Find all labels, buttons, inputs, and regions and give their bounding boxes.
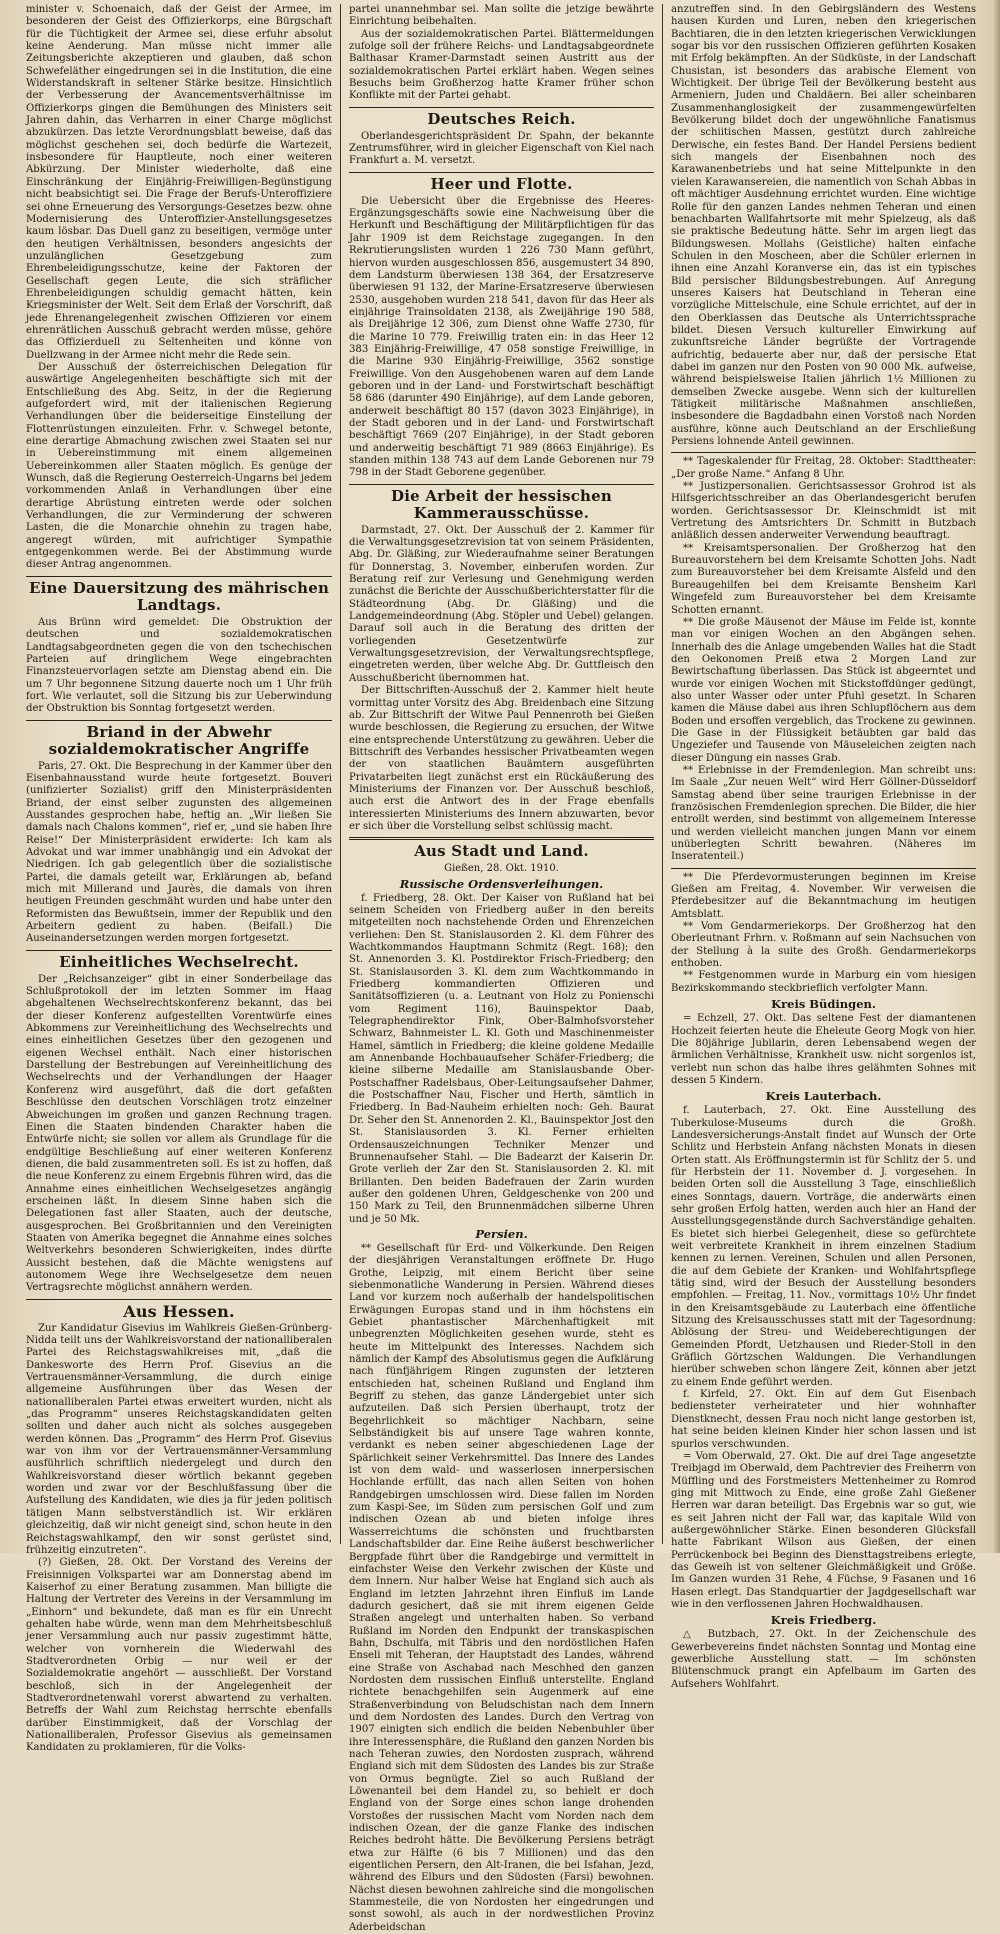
column-1 xyxy=(18,4,340,1754)
article-paragraph: Aus der sozialdemokratischen Partei. Blättermeldungen zufolge soll der frühere Reichs- und Landtagsabgeordnete Balthasar Kramer-Darmstadt seinen Austritt aus der sozialdemokratischen Partei erklärt haben. Wegen seines Besuchs beim Großherzog hatte Kramer früher schon Konflikte mit der Partei gehabt. xyxy=(349,28,654,102)
section-heading: Heer und Flotte. xyxy=(430,174,573,193)
page-edge xyxy=(994,0,1000,1553)
article-paragraph: Aus Brünn wird gemeldet: Die Obstruktion der deutschen und sozialdemokratischen Landtagsabgeordneten gegen die von den tschechischen Parteien auf dringlichem Wege eingebrachten Finanzsteuervorlagen setzte am Dienstag abend ein. Die um 7 Uhr begonnene Sitzung dauerte noch um 1 Uhr früh fort. Wie verlautet, soll die Sitzung bis zur Ueberwindung der Obstruktion bis Sonntag fortgesetzt werden. xyxy=(26,616,332,715)
column-rule xyxy=(26,950,332,951)
article-paragraph: Der Ausschuß der österreichischen Delegation für auswärtige Angelegenheiten beschäftigte sich mit der Entschließung des Abg. Seitz, in der die Regierung aufgefordert wird, mit der italienischen Regierung Verhandlungen über die beiderseitige Einstellung der Flottenrüstungen einzuleiten. Frhr. v. Schwegel betonte, eine derartige Abmachung zwischen zwei Staaten sei nur in Uebereinstimmung mit einem allgemeinen Uebereinkommen aller Staaten möglich. Es genüge der Wunsch, daß die Regierung Oesterreich-Ungarns bei jedem vorkommenden Anlaß in Verhandlungen über eine derartige Abrüstung eintreten werde oder solchen Verhandlungen, die zur Verminderung der schweren Lasten, die die Monarchie ohnehin zu tragen habe, angeregt würden, mit aufrichtiger Sympathie entgegenkommen werde. Bei der Abstimmung wurde dieser Antrag angenommen. xyxy=(26,361,332,571)
sub-heading: Russische Ordensverleihungen. xyxy=(399,876,604,891)
column-rule xyxy=(26,576,332,577)
article-paragraph: anzutreffen sind. In den Gebirgsländern des Westens hausen Kurden und Luren, neben den kriegerischen Bachtiaren, die in den letzten kriegerischen Verwicklungen sogar bis vor den russischen Offizieren geführten Kosaken mit Erfolg bekämpften. An der Südküste, in der Landschaft Chusistan, ist besonders das arabische Element von Wichtigkeit. Der übrige Teil der Bevölkerung besteht aus Armeniern, Juden und Chaldäern. Bei aller scheinbaren Zusammenhanglosigkeit der zusammengewürfelten Bevölkerung bildet doch der ungewöhnliche Fanatismus der schiitischen Massen, gestützt durch zahlreiche Derwische, ein festes Band. Der Handel Persiens bedient sich mangels der Eisenbahnen noch des Karawanenbetriebs und hat seine Mittelpunkte in den vielen Karawansereien, die namentlich von Schah Abbas in oft mächtiger Ausdehnung errichtet wurden. Eine wichtige Rolle für den ganzen Landes nehmen Teheran und einen benachbarten Wallfahrtsorte mit mehr Spielzeug, als daß sie praktische Bedeutung hätte. Sehr im argen liegt das Bildungswesen. Mollahs (Geistliche) halten einfache Schulen in den Moscheen, aber die Schüler erlernen in ihnen eine Anzahl Koranverse ein, das ist ein typisches Bild persischer Bildungsbestrebungen. Auf Anregung unseres Kaisers hat Deutschland in Teheran eine vorzügliche Mittelschule, eine Schule errichtet, auf der in den Oberklassen das Deutsche als Unterrichtssprache bildet. Diesen Versuch kultureller Einwirkung auf zukunftsreiche Länder begrüßte der Vortragende aufrichtig, bedauerte aber nur, daß der persische Etat dabei im ganzen nur den Posten von 90 000 Mk. aufweise, während beispielsweise Italien jährlich 1½ Millionen zu demselben Zwecke ausgebe. Wenn sich der kulturellen Tätigkeit militärische Maßnahmen anschließen, insbesondere die Bagdadbahn einen Vorstoß nach Norden ausführe, könne auch Deutschland an der Erschließung Persiens lohnende Anteil gewinnen. xyxy=(671,4,976,448)
section-heading: Die Arbeit der hessischen Kammerausschüsse. xyxy=(390,486,613,522)
article-paragraph: = Echzell, 27. Okt. Das seltene Fest der diamantenen Hochzeit feierten heute die Eheleute Georg Mogk von hier. Die 80jährige Jubilarin, deren Lebensabend wegen der ärmlichen Verhältnisse, Krankheit usw. nicht sorgenlos ist, verlebt nun schon das halbe ihres gelähmten Sohnes mit dessen 5 Kindern. xyxy=(671,1013,976,1086)
district-heading: Kreis Büdingen. xyxy=(771,997,876,1012)
article-paragraph: = Vom Oberwald, 27. Okt. Die auf drei Tage angesetzte Treibjagd im Oberwald, dem Pachtrevier des Freiherrn von Müffling und des Forstmeisters Mettenheimer zu Romrod ging mit Mittwoch zu Ende, eine große Zahl Gießener Herren war daran beteiligt. Das Ergebnis war so gut, wie es seit Jahren nicht der Fall war, das kapitale Wild von außergewöhnlicher Stärke. Einen besonderen Glücksfall hatte Fabrikant Wilson aus Gießen, der einen Perrückenbock bei Beginn des Diensttagstreibens erlegte, das Geweih ist von seltener Gleichmäßigkeit und Größe. Im Ganzen wurden 31 Rehe, 4 Füchse, 9 Fasanen und 16 Hasen erlegt. Das Standquartier der Jagdgesellschaft war wie in den verflossenen Jahren Hochwaldhausen. xyxy=(671,1450,976,1610)
article-paragraph: ** Kreisamtspersonalien. Der Großherzog hat den Bureauvorstehern bei dem Kreisamte Schotten Johs. Nadt zum Bureauvorsteher bei dem Kreisamte Alsfeld und den Bureaugehilfen bei dem Kreisamte Bensheim Karl Wingefeld zum Bureauvorsteher bei dem Kreisamte Schotten ernannt. xyxy=(671,542,976,616)
column-rule xyxy=(349,484,654,485)
article-paragraph: Darmstadt, 27. Okt. Der Ausschuß der 2. Kammer für die Verwaltungsgesetzrevision tat von seinem Präsidenten, Abg. Dr. Gläßing, zur Wiederaufnahme seiner Beratungen für Donnerstag, 3. November, einberufen worden. Zur Beratung reif zur Verlesung und Genehmigung werden zunächst die Berichte der Ausschußberichterstatter für die Städteordnung (Abg. Dr. Gläßing) und die Landgemeindeordnung (Abg. Stöpler und Uebel) gelangen. Darauf soll auch in die Beratung des dritten der vorliegenden Gesetzentwürfe zur Verwaltungsgesetzrevision, der Verwaltungsrechtspflege, eingetreten werden, über welche Abg. Dr. Guttfleisch den Ausschußbericht übernommen hat. xyxy=(349,524,654,684)
article-paragraph: minister v. Schoenaich, daß der Geist der Armee, im besonderen der Geist des Offizierkorps, eine Bürgschaft für die Tüchtigkeit der Armee sei, diese erfuhr absolut keine Aenderung. Man müsse nicht immer alle Zeitungsberichte akzeptieren und glauben, daß schon Schwefeläther eingedrungen sei in die Institution, die eine Widerstandskraft in seltener Stärke besitze. Hinsichtlich der Verbesserung der Avancementsverhältnisse im Offizierkorps gingen die Bemühungen des Ministers seit Jahren dahin, das Verharren in einer Charge möglichst abzukürzen. Das letzte Verordnungsblatt beweise, daß das möglichst geschehen sei, doch bedürfe die Wartezeit, insbesondere für Hauptleute, noch einer weiteren Abkürzung. Der Minister wiederholte, daß eine Einschränkung der Einjährig-Freiwilligen-Begünstigung nicht beabsichtigt sei. Die Frage der Berufs-Unteroffiziere sei ohne Erneuerung des Versorgungs-Gesetzes bezw. ohne Modernisierung des Unteroffizier-Anstellungsgesetzes kaum lösbar. Das Duell ganz zu beseitigen, vermöge unter den heutigen Verhältnissen, besonders angesichts der unzulänglichen Gesetzgebung zum Ehrenbeleidigungsschutze, keine der Faktoren der Gesellschaft gegen Leute, die sich sträflicher Ehrenbeleidigungen schuldig gemacht hätten, kein Kriegsminister der Welt. Seit dem Erlaß der Vorschrift, daß jede Ehrenangelegenheit zwischen Offizieren vor einem ehrenrätlichen Ausschuß gebracht werden müsse, gehöre das Offizierduell zu Seltenheiten und könne von Duellzwang in der Armee nicht mehr die Rede sein. xyxy=(26,4,332,361)
column-rule xyxy=(26,1299,332,1300)
section-heading: Eine Dauersitzung des mährischen Landtags. xyxy=(28,578,330,614)
article-paragraph: f. Lauterbach, 27. Okt. Eine Ausstellung des Tuberkulose-Museums durch die Großh. Landesversicherungs-Anstalt findet auf Wunsch der Orte Schlitz und Herbstein Anfang nächsten Monats in diesen Orten statt. Als Eröffnungstermin ist für Schlitz der 5. und für Herbstein der 11. November d. J. vorgesehen. In beiden Orten soll die Ausstellung 3 Tage, einschließlich eines Sonntags, dauern. Vorträge, die anderwärts einen sehr großen Erfolg hatten, werden auch hier an Hand der Ausstellungsgegenstände durch Sachverständige gehalten. Es bietet sich hierbei Gelegenheit, diese so gefürchtete weit verbreitete Krankheit in ihrem einzelnen Stadium kennen zu lernen. Vereinen, Schulen und allen Personen, die auf dem Gebiete der Kranken- und Wohlfahrtspflege tätig sind, wird der Besuch der Ausstellung besonders empfohlen. — Freitag, 11. Nov., vormittags 10½ Uhr findet in den Kreisamtsgebäude zu Lauterbach eine öffentliche Sitzung des Kreisausschusses statt mit der Tagesordnung: Ablösung der Streu- und Weideberechtigungen der Gemeinden Pfordt, Uetzhausen und Rieder-Stoll in den Gräflich Görtzschen Waldungen. Die Verhandlungen hierüber schweben schon längere Zeit, können aber jetzt zu einem Ende geführt werden. xyxy=(671,1105,976,1388)
section-heading: Deutsches Reich. xyxy=(427,109,576,128)
article-paragraph: partei unannehmbar sei. Man sollte die jetzige bewährte Einrichtung beibehalten. xyxy=(349,4,654,28)
district-heading: Kreis Friedberg. xyxy=(770,1613,877,1628)
article-paragraph: (?) Gießen, 28. Okt. Der Vorstand des Vereins der Freisinnigen Volkspartei war am Donnerstag abend im Kaiserhof zu einer Beratung zusammen. Man billigte die Haltung der Vertreter des Vereins in der Versammlung im „Einhorn“ und bekundete, daß man es für ein Unrecht gehalten habe würde, wenn man dem Mehrheitsbeschluß jener Versammlung auch nur passiv zugestimmt hätte, welcher von vornherein die Wiederwahl des Stadtverordneten Orbig — nur weil er der Sozialdemokratie angehört — ausschließt. Der Vorstand beschloß, sich in der Angelegenheit der Stadtverordnetenwahl vorerst abwartend zu verhalten. Betreffs der Wahl zum Reichstag herrschte ebenfalls darüber Einstimmigkeit, daß der Vorschlag der Nationalliberalen, Professor Gisevius als gemeinsamen Kandidaten zu proklamieren, für die Volks- xyxy=(26,1557,332,1754)
article-paragraph: ** Die große Mäusenot der Mäuse im Felde ist, konnte man vor einigen Wochen an den Abgängen sehen. Innerhalb des die Anlage umgebenden Walles hat die Stadt den Oekonomen Preiß etwa 2 Morgen Land zur Bewirtschaftung überlassen. Das Stück ist abgeerntet und wurde vor einigen Wochen mit Stickstoffdünger gedüngt, also unter Wasser oder unter Pfuhl gesetzt. In Scharen kamen die Mäuse dabei aus ihren Schlupflöchern aus dem Boden und ersoffen vergeblich, das Trockene zu gewinnen. Die Gase in der Flüssigkeit betäubten gar bald das Ungeziefer und Tausende von Mäuseleichen zeigten nach dieser Düngung ein nasses Grab. xyxy=(671,616,976,764)
article-paragraph: f. Friedberg, 28. Okt. Der Kaiser von Rußland hat bei seinem Scheiden von Friedberg außer in den bereits mitgeteilten noch nachstehende Orden und Ehrenzeichen verliehen: Den St. Stanislausorden 2. Kl. dem Führer des Wachtkommandos Hauptmann Schmitz (Regt. 168); den St. Annenorden 3. Kl. Postdirektor Frisch-Friedberg; den St. Stanislausorden 3. Kl. dem zum Wachtkommando in Friedberg kommandierten Offizieren und Sanitätsoffizieren (u. a. Leutnant von Holz zu Ponienschi vom Regiment 116), Bauinspektor Daab, Telegraphendirektor Fink, Ober-Balmhofsvorsteher Schwarz, Bahnmeister L. Kl. Goth und Maschinenmeister Hamel, sämtlich in Friedberg; die kleine goldene Medaille am Annenbande Hochbauaufseher Schäfer-Friedberg; die kleine silberne Medaille am Stanislausbande Ober-Postschaffner Radelsbaus, Ober-Leitungsaufseher Dahmer, die Postschaffner Nau, Fischer und Herth, sämtlich in Friedberg. In Bad-Nauheim erhielten noch: Geh. Baurat Dr. Seher den St. Annenorden 2. Kl., Bauinspektor Jost den St. Stanislausorden 3. Kl. Ferner erhielten Ordensauszeichnungen Techniker Menzer und Brunnenaufseher Stahl. — Die Badearzt der Kaiserin Dr. Grote verlieh der Zar den St. Stanislausorden 2. Kl. mit Brillanten. Den beiden Badefrauen der Zarin wurden außer den goldenen Uhren, Geldgeschenke von 200 und 150 Mark zu Teil, den Brunnenmädchen silberne Uhren und je 50 Mk. xyxy=(349,892,654,1225)
article-paragraph: △ Butzbach, 27. Okt. In der Zeichenschule des Gewerbevereins findet nächsten Sonntag und Montag eine gewerbliche Ausstellung statt. — Im schönsten Blütenschmuck prangt ein Apfelbaum im Garten des Aufsehers Wohlfahrt. xyxy=(671,1629,976,1690)
column-rule xyxy=(671,452,976,453)
article-paragraph: Der Bittschriften-Ausschuß der 2. Kammer hielt heute vormittag unter Vorsitz des Abg. Breidenbach eine Sitzung ab. Zur Bittschrift der Witwe Paul Pennenroth bei Gießen wurde beschlossen, die Regierung zu ersuchen, der Witwe eine entsprechende Unterstützung zu gewähren. Ueber die Bittschrift des Verbandes hessischer Privatbeamten wegen der von staatlichen Bauämtern ausgeführten Privatarbeiten liegt zunächst erst ein Rückäußerung des Ministeriums der Finanzen vor. Der Ausschuß beschloß, auch erst die Antwort des in der Frage ebenfalls interessierten Ministeriums des Innern abzuwarten, bevor er sich über die Vorstellung selbst schlüssig macht. xyxy=(349,685,654,832)
article-paragraph: Der „Reichsanzeiger“ gibt in einer Sonderbeilage das Schlußprotokoll der im letzten Sommer im Haag abgehaltenen Wechselrechtskonferenz bekannt, das bei der dieser Konferenz aufgestellten Vorentwürfe eines Abkommens zur Vereinheitlichung des Wechselrechts und eines einheitlichen Gesetzes über den gezogenen und eigenen Wechsel enthält. Nach einer historischen Darstellung der Bestrebungen auf Vereinheitlichung des Wechselrechts und der Verhandlungen der Haager Konferenz wird ausgeführt, daß die dort gefaßten Beschlüsse den deutschen Vorschlägen trotz einzelner Abweichungen im großen und ganzen Rechnung tragen. Einen die Staaten bindenden Charakter haben die Entwürfe nicht; sie sollen vor allem als Grundlage für die endgültige Beschließung auf einer weiteren Konferenz dienen, die bald zusammentreten soll. Es ist zu hoffen, daß die neue Konferenz zu einem Ergebnis führen wird, das die Annahme eines einheitlichen Wechselgesetzes angängig erscheinen läßt. In diesem Sinne haben sich die Delegationen fast aller Staaten, auch der deutsche, ausgesprochen. Bei Großbritannien und den Vereinigten Staaten von Amerika begegnet die Annahme eines solches Weltverkehrs besonderen Schwierigkeiten, indes dürfte Aussicht bestehen, daß die Mächte wenigstens auf autonomem Wege ihre Wechselgesetze dem neuen Vertragsrechte möglichst annähern werden. xyxy=(26,973,332,1294)
article-paragraph: f. Kirfeld, 27. Okt. Ein auf dem Gut Eisenbach bediensteter verheirateter und hier wohnhafter Dienstknecht, dessen Frau noch nicht lange gestorben ist, hat seine beiden kleinen Kinder hier schon lassen und ist spurlos verschwunden. xyxy=(671,1389,976,1450)
column-rule xyxy=(26,720,332,721)
section-heading: Einheitliches Wechselrecht. xyxy=(59,952,299,971)
column-2 xyxy=(340,4,662,1933)
column-rule xyxy=(671,868,976,869)
article-paragraph: Oberlandesgerichtspräsident Dr. Spahn, der bekannte Zentrumsführer, wird in gleicher Eigenschaft von Kiel nach Frankfurt a. M. versetzt. xyxy=(349,130,654,167)
article-paragraph: ** Justizpersonalien. Gerichtsassessor Grohrod ist als Hilfsgerichtsschreiber an das Oberlandesgericht berufen worden. Gerichtsassessor Dr. Kleinschmidt ist mit Vertretung des Amtsrichters Dr. Schmitt in Butzbach anläßlich dessen anderweiter Verwendung beauftragt. xyxy=(671,481,976,542)
section-heading: Aus Stadt und Land. xyxy=(414,842,589,861)
article-paragraph: ** Die Pferdevormusterungen beginnen im Kreise Gießen am Freitag, 4. November. Wir verweisen die Pferdebesitzer auf die Bekanntmachung im heutigen Amtsblatt. xyxy=(671,871,976,920)
district-heading: Kreis Lauterbach. xyxy=(765,1089,882,1104)
dateline: Gießen, 28. Okt. 1910. xyxy=(444,863,559,875)
column-3 xyxy=(662,4,984,1690)
article-paragraph: ** Gesellschaft für Erd- und Völkerkunde. Den Reigen der diesjährigen Veranstaltungen eröffnete Dr. Hugo Grothe, Leipzig, mit einem Bericht über seine siebenmonatliche Wanderung in Persien. Während dieses Land vor kurzem noch außerhalb der handelspolitischen Erwägungen Europas stand und in ihm höchstens ein Gebiet phantastischer Märchenhaftigkeit mit unbegrenzten Möglichkeiten gesehen wurde, steht es heute im Mittelpunkt des Interesses. Nachdem sich nämlich der Kampf des Absolutismus gegen die Aufklärung nach fünfjährigem Ringen zugunsten der letzteren entschieden hat, scheinen Rußland und England ihm Begriff zu stehen, das ganze Ländergebiet unter sich aufzuteilen. Daß sich Persien überhaupt, trotz der Begehrlichkeit so mächtiger Nachbarn, seine Selbständigkeit bis auf unsere Tage wahren konnte, verdankt es neben seiner abgeschiedenen Lage der Spärlichkeit seiner Verkehrsmittel. Das Innere des Landes ist von dem wald- und wasserlosen innerpersischen Hochlande erfüllt, das nach allen Seiten von hohen Randgebirgen umschlossen wird. Diese fallen im Norden zum Kaspi-See, im Süden zum persischen Golf und zum indischen Ozean ab und bieten infolge ihres Wasserreichtums die schönsten und fruchtbarsten Landschaftsbilder dar. Eine Reihe äußerst beschwerlicher Bergpfade führt über die Randgebirge und vermittelt in einfachster Weise den Verkehr zwischen der Küste und dem Innern. Nur halber Weise hat England sich auch als England im letzten Jahrzehnt ihren Einfluß im Lande dadurch gesichert, daß sie mit ihrem eigenen Gelde Straßen angelegt und unterhalten haben. So verband Rußland im Norden den Endpunkt der transkaspischen Bahn, Dschulfa, mit Täbris und den nordöstlichen Hafen Enseli mit Teheran, der Hauptstadt des Landes, während eine Straße von Aschabad nach Meschhed den ganzen Nordosten dem russischen Einfluß unterstellte. England richtete benachgehilfen sein Augenmerk auf eine Straßenverbindung von Beludschistan nach dem Innern und dem Nordosten des Landes. Durch den Vertrag von 1907 einigten sich endlich die beiden Nebenbuhler über ihre Interessensphäre, die Rußland den ganzen Norden bis nach Teheran zuwies, den Nordosten zusprach, während England sich mit dem Südosten des Landes bis zur Straße von Ormus begnügte. Ziel so auch Rußland der Löwenanteil bei dem Handel zu, so behielt er doch England von der Sorge eines schon lange drohenden Vorstoßes der russischen Macht vom Norden nach dem indischen Ozean, der die ganze Flanke des indischen Reiches bedroht hätte. Die Bevölkerung Persiens beträgt etwa zur Hälfte (6 bis 7 Millionen) und das den eigentlichen Persern, den Alt-Iranen, die bei Isfahan, Jezd, während des Elburs und den Südosten (Farsi) bewohnen. Nächst diesen bewohnen zahlreiche sind die mongolischen Stammesteile, die von Nordosten her eingedrungen und sonst sowohl, als auch in der nordwestlichen Provinz Aderbeidschan xyxy=(349,1242,654,1933)
article-paragraph: ** Festgenommen wurde in Marburg ein vom hiesigen Bezirkskommando steckbrieflich verfolgter Mann. xyxy=(671,970,976,994)
column-rule xyxy=(349,172,654,173)
column-rule xyxy=(349,837,654,840)
section-heading: Aus Hessen. xyxy=(123,1301,235,1321)
article-paragraph: ** Vom Gendarmeriekorps. Der Großherzog hat den Oberleutnant Frhrn. v. Roßmann auf sein Nachsuchen von der Stellung à la suite des Großh. Gendarmeriekorps enthoben. xyxy=(671,921,976,970)
section-heading: Briand in der Abwehr sozialdemokratischer Angriffe xyxy=(48,722,310,758)
sub-heading: Persien. xyxy=(475,1226,528,1241)
article-paragraph: Paris, 27. Okt. Die Besprechung in der Kammer über den Eisenbahnausstand wurde heute fortgesetzt. Bouveri (unifizierter Sozialist) griff den Ministerpräsidenten Briand, der einst selber zugunsten des allgemeinen Ausstandes gesprochen habe, heftig an. „Wir ließen Sie damals nach Chalons kommen“, rief er, „und sie haben Ihre Reise!“ Der Ministerpräsident erwiderte: Ich kam als Advokat und war immer unabhängig und ein Advokat der Niedrigen. Ich gab gelegentlich über die sozialistische Partei, die damals geteilt war, Erklärungen ab, befand mich mit Millerand und Jaurès, die damals von ihren heutigen Freunden geschmäht wurden und habe unter den Reformisten das Bewußtsein, immer der Republik und den Arbeitern gedient zu haben. (Beifall.) Die Auseinandersetzungen werden morgen fortgesetzt. xyxy=(26,760,332,945)
column-rule xyxy=(349,107,654,108)
article-paragraph: Die Uebersicht über die Ergebnisse des Heeres-Ergänzungsgeschäfts sowie eine Nachweisung über die Herkunft und Beschäftigung der Militärpflichtigen für das Jahr 1909 ist dem Reichstage zugegangen. In den Rekrutierungslisten wurden 1 226 730 Mann geführt, hiervon wurden ausgeschlossen 856, ausgemustert 34 890, dem Landsturm überwiesen 138 364, der Ersatzreserve überwiesen 91 132, der Marine-Ersatzreserve überwiesen 2530, ausgehoben wurden 218 541, davon für das Heer als einjährige Trainsoldaten 2138, als Zweijährige 190 588, als Dreijährige 12 306, zum Dienst ohne Waffe 2730, für die Marine 10 779. Freiwillig traten ein: in das Heer 12 383 Einjährig-Freiwillige, 47 058 sonstige Freiwillige, in die Marine 930 Einjährig-Freiwillige, 3562 sonstige Freiwillige. Von den Ausgehobenen waren auf dem Lande geboren und in der Land- und Forstwirtschaft beschäftigt 58 686 (darunter 490 Einjährige), auf dem Lande geboren, anderweit beschäftigt 80 157 (davon 3023 Einjährige), in der Stadt geboren und in der Land- und Forstwirtschaft beschäftigt 7669 (207 Einjährige), in der Stadt geboren und anderweitig beschäftigt 71 989 (8663 Einjährige). Es standen mithin 138 743 auf dem Lande Geborenen nur 79 798 in der Stadt Geborene gegenüber. xyxy=(349,195,654,479)
article-paragraph: ** Tageskalender für Freitag, 28. Oktober: Stadttheater: „Der große Name.“ Anfang 8 Uhr. xyxy=(671,456,976,480)
article-paragraph: Zur Kandidatur Gisevius im Wahlkreis Gießen-Grünberg-Nidda teilt uns der Wahlkreisvorstand der nationalliberalen Partei des Reichstagswahlkreises mit, „daß die Dankesworte des Herrn Prof. Gisevius an die Vertrauensmänner-Versammlung, die durch einige allgemeine Ausführungen über das Wesen der nationalliberalen Partei etwas erweitert wurden, nicht als „das Programm“ unseres Reichstagskandidaten gelten sollten und daher auch nicht als solches ausgegeben werden können. Das „Programm“ des Herrn Prof. Gisevius war von ihm vor der Vertrauensmänner-Versammlung ausführlich schriftlich niedergelegt und durch den Wahlkreisvorstand dieser wörtlich bekannt gegeben worden und zwar vor der Beschlußfassung über die Aufstellung des Kandidaten, wie dies ja für jeden politisch tätigen Mann selbstverständlich ist. Wir erklären gleichzeitig, daß wir nicht geneigt sind, schon heute in den Reichstagswahlkampf, den wir sonst gerüstet sind, frühzeitig einzutreten“. xyxy=(26,1322,332,1556)
article-paragraph: ** Erlebnisse in der Fremdenlegion. Man schreibt uns: Im Saale „Zur neuen Welt“ wird Herr Göllner-Düsseldorf Samstag abend über seine traurigen Erlebnisse in der französischen Fremdenlegion sprechen. Die Bilder, die hier entrollt werden, sind bestimmt von allgemeinem Interesse und werden vielleicht manchen jungen Mann vor einem unüberlegten Schritt bewahren. (Näheres im Inseratenteil.) xyxy=(671,764,976,863)
